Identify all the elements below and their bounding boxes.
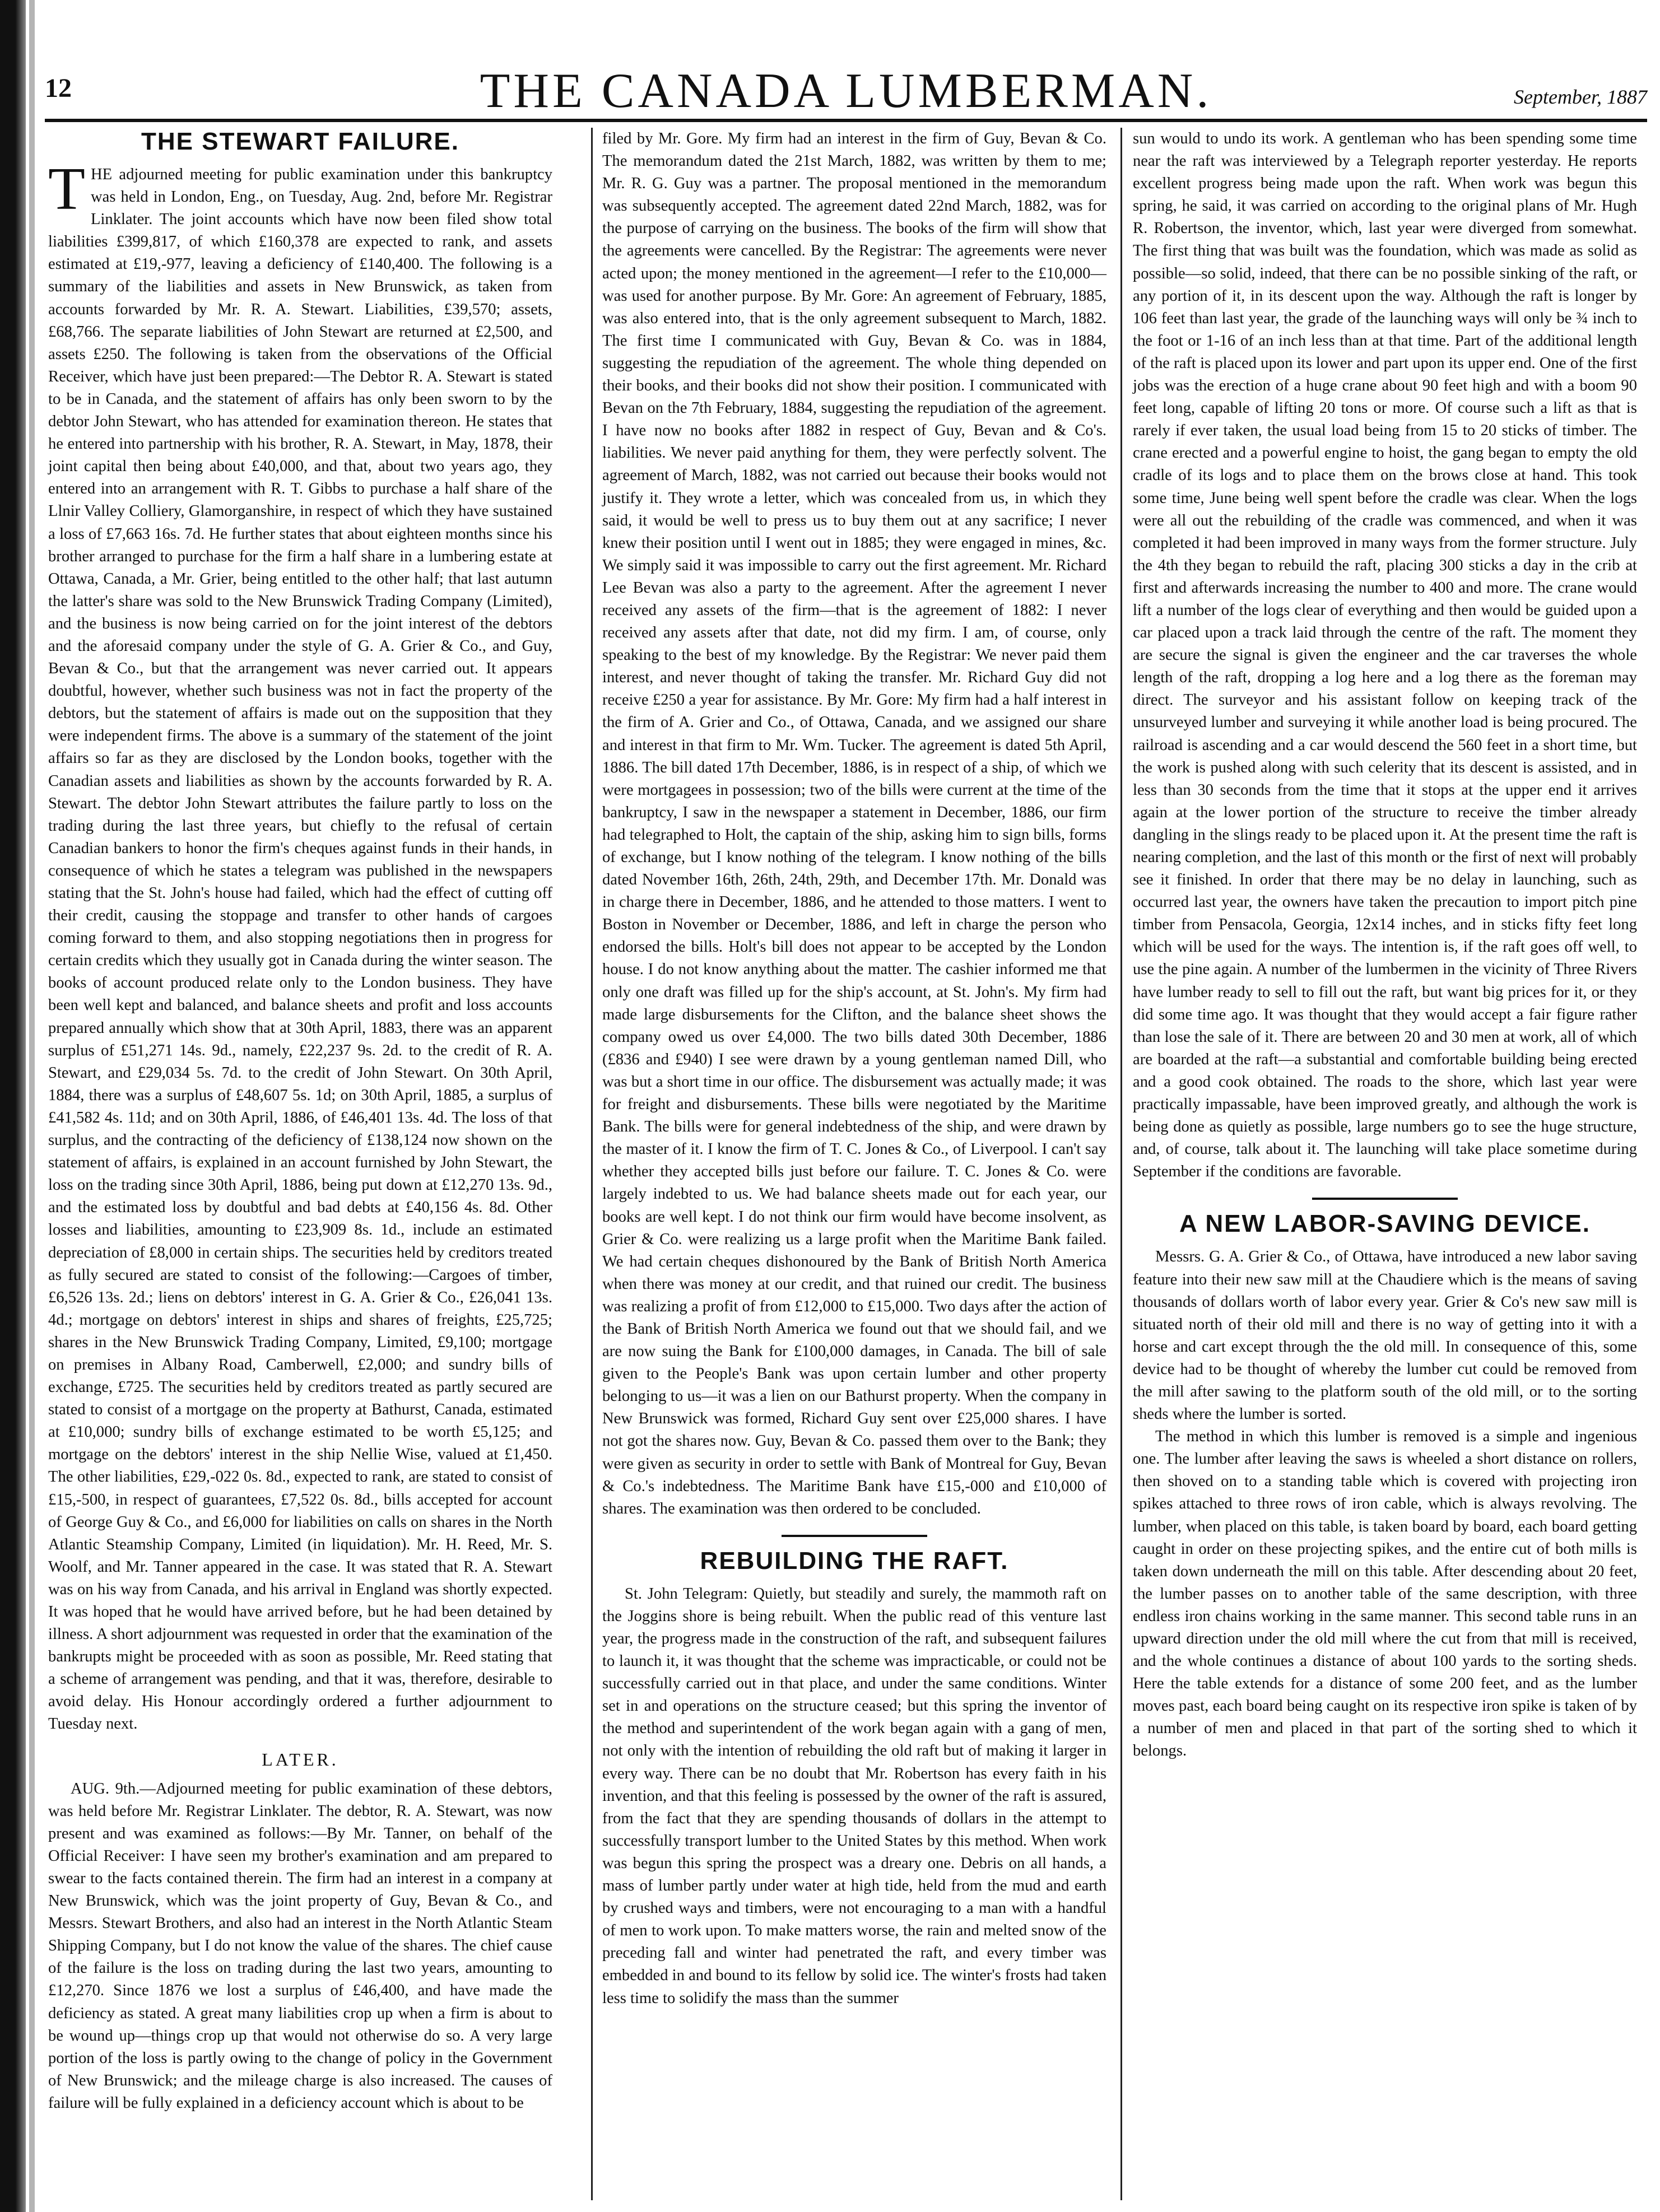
section-subhead: LATER.	[262, 1749, 339, 1769]
article-paragraph: sun would to undo its work. A gentleman who has been spending some time near the raft was interviewed by a Telegraph reporter yesterday. He reports excellent progress being made upon the raft. When work was begun this spring, he said, it was carried on according to the original plans of Mr. Hugh R. Robertson, the inventor, which, last year were diverged from somewhat. The first thing that was built was the foundation, which was made as solid as possible—so solid, indeed, that there can be no possible sinking of the raft, or any portion of it, in its descent upon the way. Although the raft is longer by 106 feet than last year, the grade of the launching ways will only be ¾ inch to the foot or 1-16 of an inch less than at that time. Part of the additional length of the raft is placed upon its lower and part upon its upper end. One of the first jobs was the erection of a huge crane about 90 feet high and with a boom 90 feet long, capable of lifting 20 tons or more. Of course such a lift as that is rarely if ever taken, the usual load being from 15 to 20 sticks of timber. The crane erected and a powerful engine to hoist, the gang began to empty the old cradle of its logs and to place them on the brows close at hand. This took some time, June being well spent before the cradle was clear. When the logs were all out the rebuilding of the cradle was commenced, and when it was completed it had been improved in many ways from the former structure. July the 4th they began to rebuild the raft, placing 300 sticks a day in the crib at first and afterwards increasing the number to 400 and more. The crane would lift a number of the logs clear of everything and then would be guided upon a car placed upon a track laid through the centre of the raft. The moment they are secure the signal is given the engineer and the car traverses the whole length of the raft, dropping a log here and a log there as the foreman may direct. The surveyor and his assistant follow on keeping track of the unsurveyed lumber and surveying it while another load is being procured. The railroad is ascending and a car would descend the 560 feet in a short time, but the work is pushed along with such celerity that its descent is assisted, and in less than 30 seconds from the time that it stops at the upper end it arrives again at the lower portion of the structure to receive the timber already dangling in the slings ready to be placed upon it. At the present time the raft is nearing completion, and the last of this month or the first of next will probably see it finished. In order that there may be no delay in launching, such as occurred last year, the owners have taken the precaution to import pitch pine timber from Pensacola, Georgia, 12x14 inches, and in sticks fifty feet long which will be used for the ways. The intention is, if the raft goes off well, to use the pine again. A number of the lumbermen in the vicinity of Three Rivers have lumber ready to sell to fill out the raft, but want big prices for it, or they did some time ago. It was thought that they would accept a fair figure rather than lose the sale of it. There are between 20 and 30 men at work, all of which are boarded at the raft—a substantial and comfortable building being erected and a good cook obtained. The roads to the shore, which last year were practically impassable, have been improved greatly, and although the work is being done as quietly as possible, large numbers go to see the huge structure, and, of course, talk about it. The launching will take place sometime during September if the conditions are favorable.	[1133, 130, 1637, 1181]
scan-edge-shadow-light	[29, 0, 35, 2212]
column-divider	[1120, 128, 1122, 2200]
article-headline: REBUILDING THE RAFT.	[700, 1547, 1009, 1575]
article-paragraph	[48, 156, 552, 1736]
drop-cap: T	[48, 156, 85, 222]
article-paragraph: AUG. 9th.—Adjourned meeting for public examination of these debtors, was held before Mr. Registrar Linklater. The debtor, R. A. Stewart, was now present and was examined as follows:—By Mr. Tanner, on behalf of the Official Receiver: I have seen my brother's examination and am prepared to swear to the facts contained therein. The firm had an interest in a company at New Brunswick, which was the joint property of Guy, Bevan & Co., and Messrs. Stewart Brothers, and also had an interest in the North Atlantic Steam Shipping Company, but I do not know the value of the shares. The chief cause of the failure is the loss on trading during the last two years, amounting to £12,270. Since 1876 we lost a surplus of £46,400, and have made the deficiency as stated. A great many liabilities crop up when a firm is about to be wound up—things crop up that would not otherwise do so. A very large portion of the loss is partly owing to the change of policy in the Government of New Brunswick; and the mileage charge is also increased. The causes of failure will be fully explained in a deficiency account which is about to be	[48, 1780, 552, 2112]
article-separator	[782, 1535, 927, 1537]
article-separator	[1312, 1198, 1458, 1200]
article-paragraph: Messrs. G. A. Grier & Co., of Ottawa, have introduced a new labor saving feature into their new saw mill at the Chaudiere which is the means of saving thousands of dollars worth of labor every year. Grier & Co's new saw mill is situated north of their old mill and there is no way of getting into it with a horse and cart except through the the old mill. In consequence of this, some device had to be thought of whereby the lumber cut could be removed from the mill after sawing to the platform south of the old mill, or to the sorting sheds where the lumber is sorted.	[1133, 1248, 1637, 1423]
article-paragraph: St. John Telegram: Quietly, but steadily and surely, the mammoth raft on the Joggins shore is being rebuilt. When the public read of this venture last year, the progress made in the construction of the raft, and subsequent failures to launch it, it was thought that the scheme was impracticable, or could not be successfully carried out in that place, and under the same conditions. Winter set in and operations on the structure ceased; but this spring the inventor of the method and superintendent of the work began again with a gang of men, not only with the intention of rebuilding the old raft but of making it larger in every way. There can be no doubt that Mr. Robertson has every faith in his invention, and that this feeling is possessed by the owner of the raft is assured, from the fact that they are spending thousands of dollars in the attempt to successfully transport lumber to the United States by this method. When work was begun this spring the prospect was a dreary one. Debris on all hands, a mass of lumber partly under water at high tide, held from the mud and earth by crushed ways and timbers, were not encouraging to a man with a handful of men to work upon. To make matters worse, the rain and melted snow of the preceding fall and winter had penetrated the raft, and every timber was embedded in and bound to its fellow by solid ice. The winter's frosts had taken less time to solidify the mass than the summer	[602, 1585, 1106, 2007]
column-divider	[591, 128, 593, 2200]
page-number: 12	[45, 73, 72, 103]
article-paragraph: filed by Mr. Gore. My firm had an interest in the firm of Guy, Bevan & Co. The memorandum dated the 21st March, 1882, was written by them to me; Mr. R. G. Guy was a partner. The proposal mentioned in the memorandum was subsequently accepted. The agreement dated 22nd March, 1882, was for the purpose of carrying on the business. The books of the firm will show that the agreements were cancelled. By the Registrar: The agreements were never acted upon; the money mentioned in the agreement—I refer to the £10,000—was used for another purpose. By Mr. Gore: An agreement of February, 1885, was also entered into, that is the only agreement subsequent to March, 1882. The first time I communicated with Guy, Bevan & Co. was in 1884, suggesting the repudiation of the agreement. The whole thing depended on their books, and their books did not show their position. I communicated with Bevan on the 7th February, 1884, suggesting the repudiation of the agreement. I have now no books after 1882 in respect of Guy, Bevan and & Co's. liabilities. We never paid anything for them, they were perfectly solvent. The agreement of March, 1882, was not carried out because their books would not justify it. They wrote a letter, which was concealed from us, in which they said, it would be well to press us to buy them out at any sacrifice; I never knew their position until I went out in 1885; they were engaged in mines, &c. We simply said it was impossible to carry out the first agreement. Mr. Richard Lee Bevan was also a party to the agreement. After the agreement I never received any assets of the firm—that is the agreement of 1882: I never received any assets after that date, not did my firm. I am, of course, only speaking to the best of my knowledge. By the Registrar: We never paid them interest, and never thought of taking the transfer. Mr. Richard Guy did not receive £250 a year for assistance. By Mr. Gore: My firm had a half interest in the firm of A. Grier and Co., of Ottawa, Canada, and we assigned our share and interest in that firm to Mr. Wm. Tucker. The agreement is dated 5th April, 1886. The bill dated 17th December, 1886, is in respect of a ship, of which we were mortgagees in possession; two of the bills were current at the time of the bankruptcy, I saw in the newspaper a statement in December, 1886, our firm had telegraphed to Holt, the captain of the ship, asking him to sign bills, forms of exchange, but I know nothing of the telegram. I know nothing of the bills dated November 16th, 26th, 24th, 29th, and December 17th. Mr. Donald was in charge there in December, 1886, and he attended to those matters. I went to Boston in November or December, 1886, and left in charge the person who endorsed the bills. Holt's bill does not appear to be accepted by the London house. I do not know anything about the matter. The cashier informed me that only one draft was filled up for the ship's account, at St. John's. My firm had made large disbursements for the Clifton, and the balance sheet shows the company owed us over £4,000. The two bills dated 30th December, 1886 (£836 and £940) I see were drawn by a young gentleman named Dill, who was but a short time in our office. The disbursement was actually made; it was for freight and disbursements. These bills were negotiated by the Maritime Bank. The bills were for general indebtedness of the ship, and were drawn by the master of it. I know the firm of T. C. Jones & Co., of Liverpool. I can't say whether they accepted bills just before our failure. T. C. Jones & Co. were largely indebted to us. We had balance sheets made out for each year, our books are well kept. I do not think our firm would have become insolvent, as Grier & Co. were realizing us a large profit when the Maritime Bank failed. We had certain cheques dishonoured by the Bank of British North America when there was money at our credit, and that ruined our credit. The business was realizing a profit of from £12,000 to £15,000. Two days after the action of the Bank of British North America we found out that we should fail, and we are now suing the Bank for £100,000 damages, in Canada. The bill of sale given to the People's Bank was upon certain lumber and other property belonging to us—it was a lien on our Bathurst property. When the company in New Brunswick was formed, Richard Guy sent over £25,000 shares. I have not got the shares now. Guy, Bevan & Co. passed them over to the Bank; they were given as security in order to settle with Bank of Montreal for Guy, Bevan & Co.'s indebtedness. The Maritime Bank have £15,-000 and £10,000 of shares. The examination was then ordered to be concluded.	[602, 130, 1106, 1517]
article-headline: THE STEWART FAILURE.	[141, 128, 459, 155]
header-rule	[45, 119, 1647, 122]
issue-date: September, 1887	[1514, 86, 1647, 108]
masthead-title: THE CANADA LUMBERMAN.	[480, 64, 1212, 118]
paragraph-text: HE adjourned meeting for public examination under this bankruptcy was held in London, Eng., on Tuesday, Aug. 2nd, before Mr. Registrar Linklater. The joint accounts which have now been filed show total liabilities £399,817, of which £160,378 are expected to rank, and assets estimated at £19,-977, leaving a deficiency of £140,400. The following is a summary of the liabilities and assets in New Brunswick, as taken from accounts forwarded by Mr. R. A. Stewart. Liabilities, £39,570; assets, £68,766. The separate liabilities of John Stewart are returned at £2,500, and assets £250. The following is taken from the observations of the Official Receiver, which have just been prepared:—The Debtor R. A. Stewart is stated to be in Canada, and the statement of affairs has only been sworn to by the debtor John Stewart, who has attended for examination thereon. He states that he entered into partnership with his brother, R. A. Stewart, in May, 1878, their joint capital then being about £40,000, and that, about two years ago, they entered into an arrangement with R. T. Gibbs to purchase a half share of the Llnir Valley Colliery, Glamorganshire, in respect of which they have sustained a loss of £7,663 16s. 7d. He further states that about eighteen months since his brother arranged to purchase for the firm a half share in a lumbering estate at Ottawa, Canada, a Mr. Grier, being entitled to the other half; that last autumn the latter's share was sold to the New Brunswick Trading Company (Limited), and the business is now being carried on for the joint interest of the debtors and the aforesaid company under the style of G. A. Grier & Co., and Guy, Bevan & Co., but that the arrangement was never carried out. It appears doubtful, however, whether such business was not in fact the property of the debtors, but the statement of affairs is made out on the supposition that they were independent firms. The above is a summary of the statement of the joint affairs so far as they are disclosed by the London books, together with the Canadian assets and liabilities as shown by the accounts forwarded by R. A. Stewart. The debtor John Stewart attributes the failure partly to loss on the trading during the last three years, but chiefly to the refusal of certain Canadian bankers to honor the firm's cheques against funds in their hands, in consequence of which he states a telegram was published in the newspapers stating that the St. John's house had failed, which had the effect of cutting off their credit, causing the stoppage and transfer to other hands of cargoes coming forward to them, and also stopping negotiations then in progress for certain credits which they usually got in Canada during the winter season. The books of account produced relate only to the London business. They have been well kept and balanced, and balance sheets and profit and loss accounts prepared annually which show that at 30th April, 1883, there was an apparent surplus of £51,271 14s. 9d., namely, £22,237 9s. 2d. to the credit of R. A. Stewart, and £29,034 5s. 7d. to the credit of John Stewart. On 30th April, 1884, there was a surplus of £48,607 5s. 1d; on 30th April, 1885, a surplus of £41,582 4s. 11d; and on 30th April, 1886, of £46,401 13s. 4d. The loss of that surplus, and the contracting of the deficiency of £138,124 now shown on the statement of affairs, is explained in an account furnished by John Stewart, the loss on the trading since 30th April, 1886, being put down at £12,270 13s. 9d., and the estimated loss by doubtful and bad debts at £40,156 4s. 8d. Other losses and liabilities, amounting to £23,909 8s. 1d., include an estimated depreciation of £8,000 in certain ships. The securities held by creditors treated as fully secured are stated to consist of the following:—Cargoes of timber, £6,526 13s. 2d.; liens on debtors' interest in G. A. Grier & Co., £26,041 13s. 4d.; mortgage on debtors' interest in ships and shares of freights, £25,725; shares in the New Brunswick Trading Company, Limited, £9,100; mortgage on premises in Albany Road, Camberwell, £2,000; and sundry bills of exchange, £725. The securities held by creditors treated as partly secured are stated to consist of a mortgage on the property at Bathurst, Canada, estimated at £10,000; sundry bills of exchange estimated to be worth £5,125; and mortgage on the debtors' interest in the ship Nellie Wise, valued at £1,450. The other liabilities, £29,-022 0s. 8d., expected to rank, are stated to consist of £15,-500, in respect of guarantees, £7,522 0s. 8d., bills accepted for account of George Guy & Co., and £6,000 for liabilities on calls on shares in the North Atlantic Steamship Company, Limited (in liquidation). Mr. H. Reed, Mr. S. Woolf, and Mr. Tanner appeared in the case. It was stated that R. A. Stewart was on his way from Canada, and his arrival in England was shortly expected. It was hoped that he would have arrived before, but he had been detained by illness. A short adjournment was requested in order that the examination of the bankrupts might be proceeded with as soon as possible, Mr. Reed stating that a scheme of arrangement was pending, and that it was, therefore, desirable to avoid delay. His Honour accordingly ordered a further adjournment to Tuesday next.	[48, 166, 552, 1733]
column-2	[602, 128, 1106, 2010]
page-header	[45, 63, 1647, 119]
article-paragraph: The method in which this lumber is removed is a simple and ingenious one. The lumber after leaving the saws is wheeled a short distance on rollers, then shoved on to a standing table which is covered with projecting iron spikes attached to three rows of iron cable, which is always revolving. The lumber, when placed on this table, is taken board by board, each board getting caught in order on these projecting spikes, and the entire cut of both mills is taken down underneath the mill on this table. After descending about 20 feet, the lumber passes on to another table of the same description, with three endless iron chains working in the same manner. This second table runs in an upward direction under the old mill where the cut from that mill is received, and the whole continues a distance of about 100 yards to the sorting sheds. Here the table extends for a distance of some 200 feet, and as the lumber moves past, each board being caught on its respective iron spike is taken of by a number of men and placed in that part of the sorting shed to which it belongs.	[1133, 1428, 1637, 1760]
scan-edge-shadow	[0, 0, 26, 2212]
column-1	[48, 128, 552, 2115]
column-3	[1133, 128, 1637, 1763]
article-headline: A NEW LABOR-SAVING DEVICE.	[1179, 1210, 1591, 1238]
